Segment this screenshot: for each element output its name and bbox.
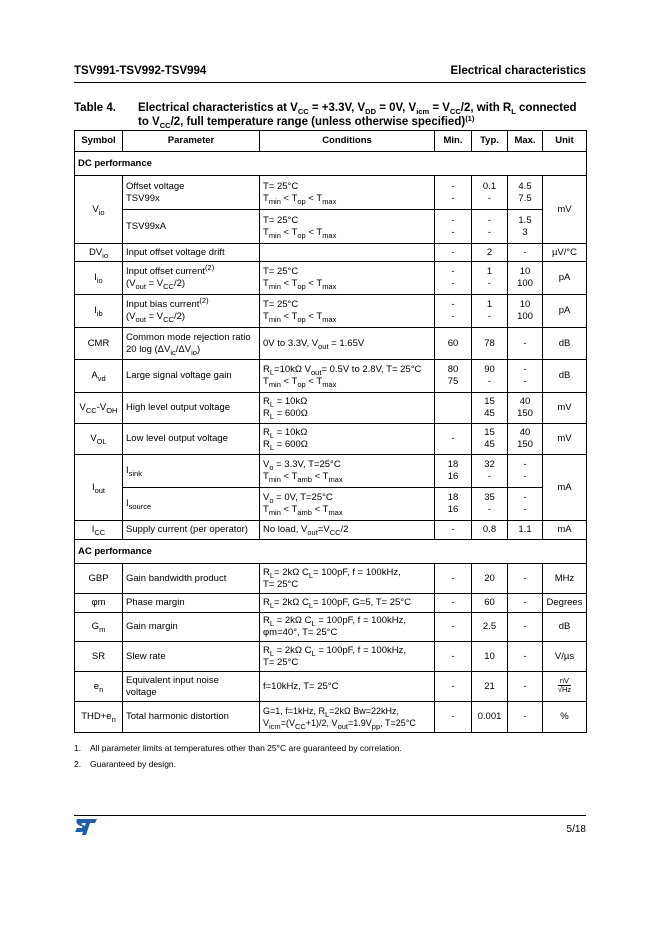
typ-value: 90 -: [472, 360, 508, 393]
max-value: -: [508, 594, 543, 613]
min-value: -: [435, 672, 472, 702]
typ-value: 20: [472, 564, 508, 594]
min-value: -: [435, 564, 472, 594]
max-value: -: [508, 672, 543, 702]
electrical-characteristics-table: [74, 130, 587, 733]
page-number: 5/18: [566, 824, 586, 835]
symbol-dvio: $DV_{io}$: [75, 244, 123, 262]
unit-value: mA: [543, 521, 587, 540]
symbol-thd: $THD+e_n$: [75, 702, 123, 733]
doc-title: TSV991-TSV992-TSV994: [74, 65, 207, 77]
max-value: -: [508, 613, 543, 642]
param-vol: Low level output voltage: [123, 424, 260, 455]
table-number: Table 4.: [74, 102, 116, 114]
symbol-avd: $A_{vd}$: [75, 360, 123, 393]
unit-value: V/µs: [543, 642, 587, 672]
col-typ: Typ.: [472, 131, 508, 152]
typ-value: 0.001: [472, 702, 508, 733]
param-input-bias-current: Input bias current$^{(2)}$ $(V_{out} = V_{CC}/2)$: [123, 295, 260, 328]
max-value: 10 100: [508, 295, 543, 328]
max-value: -: [508, 642, 543, 672]
typ-value: - -: [472, 210, 508, 244]
param-noise: Equivalent input noise voltage: [123, 672, 260, 702]
max-value: 1.5 3: [508, 210, 543, 244]
col-symbol: Symbol: [75, 131, 123, 152]
min-value: - -: [435, 210, 472, 244]
cond-phase-margin: $R_L= 2k\Omega$ $C_L= 100pF$, G=5, T= 25°C: [260, 594, 435, 613]
table-row: [75, 262, 587, 295]
cond-iib: T= 25°C $T_{min} < T_{op} < T_{max}$: [260, 295, 435, 328]
param-gbp: Gain bandwidth product: [123, 564, 260, 594]
max-value: - -: [508, 488, 543, 521]
typ-value: 2: [472, 244, 508, 262]
table-title: Electrical characteristics at $V_{CC} = +3.3V$, $V_{DD} = 0V$, $V_{icm} = V_{CC}/2$, with $R_L$ connected to $V_{CC}/2$, full temperature range (unless otherwise specified)$^{(1)}$: [138, 102, 577, 130]
typ-value: 35 -: [472, 488, 508, 521]
param-avd: Large signal voltage gain: [123, 360, 260, 393]
param-voh: High level output voltage: [123, 393, 260, 424]
cond-isource: $V_o = 0V$, T=25°C $T_{min} < T_{amb} < T_{max}$: [260, 488, 435, 521]
symbol-phase-margin: φm: [75, 594, 123, 613]
min-value: [435, 393, 472, 424]
table-row: [75, 613, 587, 642]
col-unit: Unit: [543, 131, 587, 152]
symbol-sr: SR: [75, 642, 123, 672]
footnote-1: 1. All parameter limits at temperatures other than 25°C are guaranteed by correlation.: [74, 743, 402, 753]
cond-gain-margin: $R_L = 2k\Omega$ $C_L = 100pF$, f = 100kHz, φm=40°, T= 25°C: [260, 613, 435, 642]
table-row: [75, 642, 587, 672]
typ-value: 10: [472, 642, 508, 672]
min-value: -: [435, 702, 472, 733]
unit-value: pA: [543, 295, 587, 328]
cond-vio-b: T= 25°C $T_{min} < T_{op} < T_{max}$: [260, 210, 435, 244]
typ-value: 15 45: [472, 393, 508, 424]
param-input-offset-current: Input offset current$^{(2)}$ $(V_{out} = V_{CC}/2)$: [123, 262, 260, 295]
table-row: [75, 672, 587, 702]
typ-value: 1 -: [472, 262, 508, 295]
max-value: -: [508, 244, 543, 262]
max-value: 10 100: [508, 262, 543, 295]
unit-value: [543, 672, 587, 702]
max-value: 40 150: [508, 393, 543, 424]
min-value: -: [435, 642, 472, 672]
symbol-en: $e_n$: [75, 672, 123, 702]
footer-rule: [74, 815, 586, 816]
unit-value: dB: [543, 613, 587, 642]
typ-value: 1 -: [472, 295, 508, 328]
symbol-iib: $I_{ib}$: [75, 295, 123, 328]
typ-value: 78: [472, 328, 508, 360]
cond-icc: No load, $V_{out}=V_{CC}/2$: [260, 521, 435, 540]
unit-value: MHz: [543, 564, 587, 594]
cond-cmr: 0V to 3.3V, $V_{out} = 1.65V$: [260, 328, 435, 360]
st-logo-icon: [74, 818, 98, 841]
param-icc: Supply current (per operator): [123, 521, 260, 540]
symbol-gm: $G_m$: [75, 613, 123, 642]
min-value: - -: [435, 262, 472, 295]
cond-noise: f=10kHz, T= 25°C: [260, 672, 435, 702]
param-cmr: Common mode rejection ratio 20 $\log (\Delta V_{ic}/\Delta V_{io})$: [123, 328, 260, 360]
symbol-gbp: GBP: [75, 564, 123, 594]
col-min: Min.: [435, 131, 472, 152]
max-value: -: [508, 702, 543, 733]
col-conditions: Conditions: [260, 131, 435, 152]
nv-per-root-hz: $\frac{nV}{√Hz}$: [557, 676, 572, 694]
unit-value: %: [543, 702, 587, 733]
min-value: 18 16: [435, 488, 472, 521]
cond-voh: $R_L = 10k\Omega$ $R_L = 600\Omega$: [260, 393, 435, 424]
section-dc: DC performance: [75, 152, 587, 176]
cond-iio: T= 25°C $T_{min} < T_{op} < T_{max}$: [260, 262, 435, 295]
symbol-vio: $V_{io}$: [75, 176, 123, 244]
typ-value: 2.5: [472, 613, 508, 642]
param-slew-rate: Slew rate: [123, 642, 260, 672]
max-value: - -: [508, 360, 543, 393]
min-value: -: [435, 521, 472, 540]
symbol-icc: $I_{CC}$: [75, 521, 123, 540]
cond-gbp: $R_L= 2k\Omega$ $C_L= 100pF$, f = 100kHz, T= 25°C: [260, 564, 435, 594]
min-value: 80 75: [435, 360, 472, 393]
symbol-iout: $I_{out}$: [75, 455, 123, 521]
unit-value: µV/°C: [543, 244, 587, 262]
section-ac: AC performance: [75, 540, 587, 564]
param-isource: $I_{source}$: [123, 488, 260, 521]
unit-value: mV: [543, 424, 587, 455]
max-value: - -: [508, 455, 543, 488]
max-value: -: [508, 564, 543, 594]
unit-value: mV: [543, 393, 587, 424]
max-value: 40 150: [508, 424, 543, 455]
unit-value: mA: [543, 455, 587, 521]
typ-value: 0.8: [472, 521, 508, 540]
table-row: [75, 393, 587, 424]
unit-value: dB: [543, 360, 587, 393]
symbol-vol: $V_{OL}$: [75, 424, 123, 455]
table-row: [75, 488, 587, 521]
unit-value: Degrees: [543, 594, 587, 613]
table-row: [75, 564, 587, 594]
param-thd: Total harmonic distortion: [123, 702, 260, 733]
min-value: 18 16: [435, 455, 472, 488]
cond-vio-a: T= 25°C $T_{min} < T_{op} < T_{max}$: [260, 176, 435, 210]
table-row: [75, 455, 587, 488]
symbol-cmr: CMR: [75, 328, 123, 360]
min-value: -: [435, 613, 472, 642]
param-isink: $I_{sink}$: [123, 455, 260, 488]
typ-value: 32 -: [472, 455, 508, 488]
typ-value: 60: [472, 594, 508, 613]
table-row: [75, 521, 587, 540]
table-row: [75, 360, 587, 393]
header-rule: [74, 82, 586, 83]
cond-isink: $V_o = 3.3V$, T=25°C $T_{min} < T_{amb} < T_{max}$: [260, 455, 435, 488]
param-offset-voltage: Offset voltage TSV99x: [123, 176, 260, 210]
table-row: [75, 295, 587, 328]
unit-value: pA: [543, 262, 587, 295]
cond-thd: G=1, f=1kHz, $R_L=2k\Omega$ Bw=22kHz, $V_{icm}=(V_{CC}+1)/2$, $V_{out}=1.9V_{pp}$, T=25°C: [260, 702, 435, 733]
param-tsv99xa: TSV99xA: [123, 210, 260, 244]
param-offset-drift: Input offset voltage drift: [123, 244, 260, 262]
table-row: [75, 176, 587, 210]
min-value: - -: [435, 295, 472, 328]
symbol-iio: $I_{io}$: [75, 262, 123, 295]
cond-vol: $R_L = 10k\Omega$ $R_L = 600\Omega$: [260, 424, 435, 455]
typ-value: 0.1 -: [472, 176, 508, 210]
section-title: Electrical characteristics: [450, 65, 586, 77]
footnote-2: 2. Guaranteed by design.: [74, 759, 177, 769]
param-phase-margin: Phase margin: [123, 594, 260, 613]
max-value: 4.5 7.5: [508, 176, 543, 210]
min-value: - -: [435, 176, 472, 210]
table-row: [75, 594, 587, 613]
table-row: [75, 702, 587, 733]
cond-slew-rate: $R_L = 2k\Omega$ $C_L = 100pF$, f = 100kHz, T= 25°C: [260, 642, 435, 672]
table-row: [75, 424, 587, 455]
table-row: [75, 244, 587, 262]
max-value: 1.1: [508, 521, 543, 540]
unit-value: mV: [543, 176, 587, 244]
min-value: -: [435, 244, 472, 262]
typ-value: 15 45: [472, 424, 508, 455]
param-gain-margin: Gain margin: [123, 613, 260, 642]
min-value: -: [435, 594, 472, 613]
typ-value: 21: [472, 672, 508, 702]
max-value: -: [508, 328, 543, 360]
col-parameter: Parameter: [123, 131, 260, 152]
symbol-voh: $V_{CC}-V_{OH}$: [75, 393, 123, 424]
cond-avd: $R_L=10k\Omega$ $V_{out}= 0.5V$ to 2.8V, T= 25°C $T_{min} < T_{op} < T_{max}$: [260, 360, 435, 393]
min-value: -: [435, 424, 472, 455]
table-row: [75, 328, 587, 360]
col-max: Max.: [508, 131, 543, 152]
table-header-row: [75, 131, 587, 152]
unit-value: dB: [543, 328, 587, 360]
table-row: [75, 210, 587, 244]
cond-empty: [260, 244, 435, 262]
min-value: 60: [435, 328, 472, 360]
